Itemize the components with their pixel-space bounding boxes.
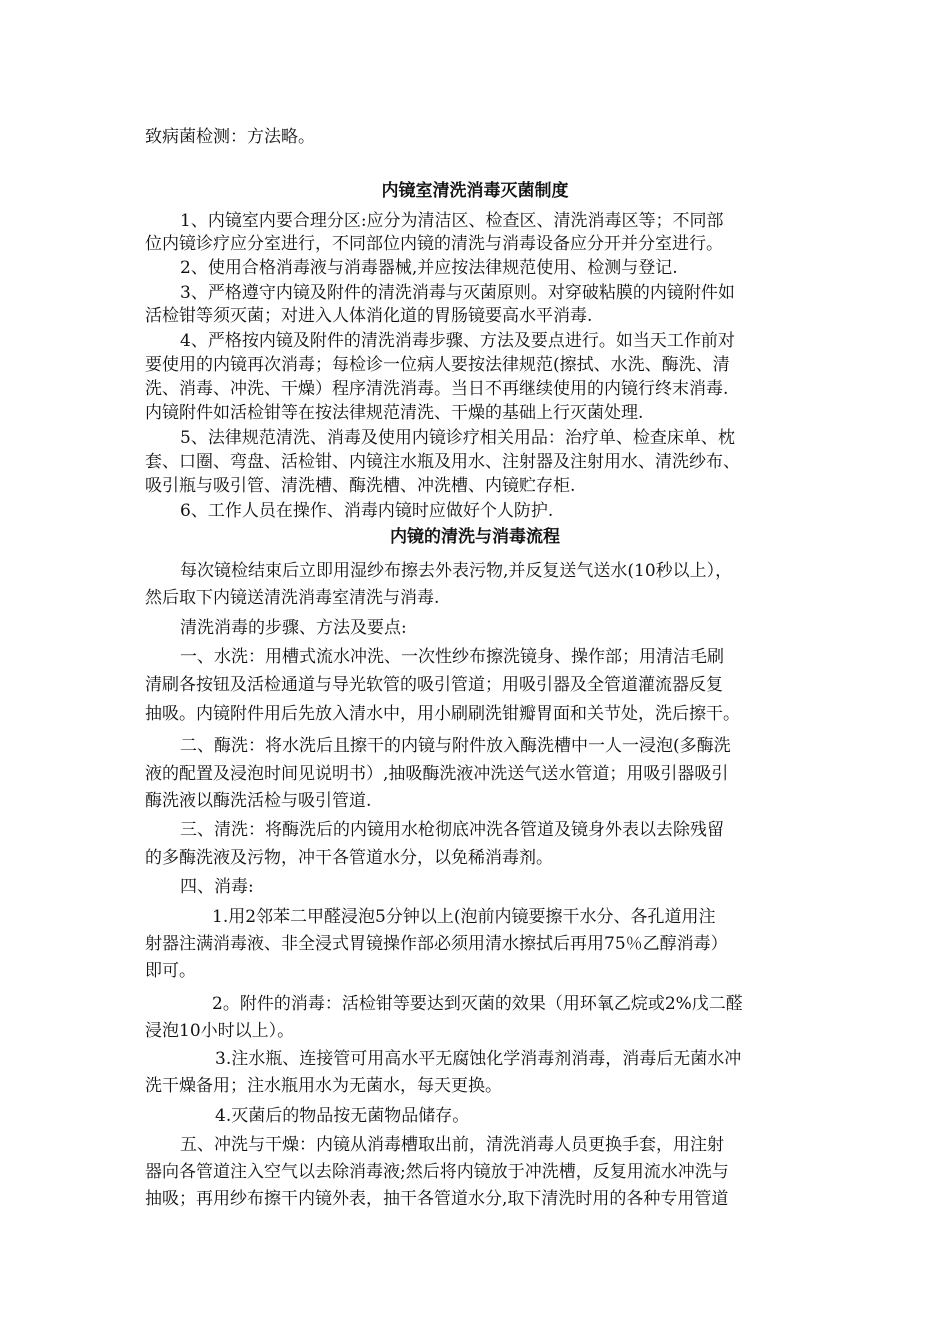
paragraph-line: 6、工作人员在操作、消毒内镜时应做好个人防护. — [180, 501, 554, 521]
paragraph-line: 抽吸；再用纱布擦干内镜外表，抽干各管道水分,取下清洗时用的各种专用管道 — [145, 1189, 729, 1209]
paragraph-line: 吸引瓶与吸引管、清洗槽、酶洗槽、冲洗槽、内镜贮存柜. — [145, 476, 576, 496]
paragraph-line: 液的配置及浸泡时间见说明书）,抽吸酶洗液冲洗送气送水管道；用吸引器吸引 — [145, 764, 729, 784]
paragraph-line: 四、消毒: — [180, 877, 254, 897]
paragraph-line: 要使用的内镜再次消毒；每检诊一位病人要按法律规范(擦拭、水洗、酶洗、清 — [145, 355, 730, 375]
paragraph-line: 三、清洗：将酶洗后的内镜用水枪彻底冲洗各管道及镜身外表以去除残留 — [180, 820, 724, 840]
paragraph-line: 2。附件的消毒：活检钳等要达到灭菌的效果（用环氧乙烷或2%戊二醛 — [212, 994, 743, 1014]
section-title-cleaning-system: 内镜室清洗消毒灭菌制度 — [381, 181, 569, 201]
paragraph-line: 抽吸。内镜附件用后先放入清水中，用小刷刷洗钳瓣胃面和关节处，洗后擦干。 — [145, 704, 740, 724]
paragraph-line: 4.灭菌后的物品按无菌物品储存。 — [215, 1106, 470, 1126]
paragraph-line: 器向各管道注入空气以去除消毒液;然后将内镜放于冲洗槽，反复用流水冲洗与 — [145, 1162, 729, 1182]
paragraph-line: 一、水洗：用槽式流水冲洗、一次性纱布擦洗镜身、操作部；用清洁毛刷 — [180, 647, 724, 667]
paragraph-line: 每次镜检结束后立即用湿纱布擦去外表污物,并反复送气送水(10秒以上）， — [180, 561, 733, 581]
paragraph-line: 2、使用合格消毒液与消毒器械,并应按法律规范使用、检测与登记. — [180, 258, 678, 278]
section-title-cleaning-process: 内镜的清洗与消毒流程 — [390, 527, 560, 547]
paragraph-line: 洗干燥备用；注水瓶用水为无菌水，每天更换。 — [145, 1076, 502, 1096]
paragraph-line: 洗、消毒、冲洗、干燥）程序清洗消毒。当日不再继续使用的内镜行终末消毒. — [145, 379, 729, 399]
paragraph-line: 4、严格按内镜及附件的清洗消毒步骤、方法及要点进行。如当天工作前对 — [180, 331, 735, 351]
paragraph-line: 酶洗液以酶洗活检与吸引管道. — [145, 791, 372, 811]
paragraph-line: 3、严格遵守内镜及附件的清洗消毒与灭菌原则。对穿破粘膜的内镜附件如 — [180, 283, 735, 303]
paragraph-line: 然后取下内镜送清洗消毒室清洗与消毒. — [145, 588, 440, 608]
paragraph-line: 5、法律规范清洗、消毒及使用内镜诊疗相关用品：治疗单、检查床单、枕 — [180, 428, 735, 448]
paragraph-line: 套、口圈、弯盘、活检钳、内镜注水瓶及用水、注射器及注射用水、清洗纱布、 — [145, 452, 740, 472]
paragraph-line: 内镜附件如活检钳等在按法律规范清洗、干燥的基础上行灭菌处理. — [145, 403, 644, 423]
paragraph-line: 1.用2邻苯二甲醛浸泡5分钟以上(泡前内镜要擦干水分、各孔道用注 — [212, 907, 716, 927]
paragraph-line: 即可。 — [145, 961, 196, 981]
paragraph-line: 的多酶洗液及污物，冲干各管道水分，以免稀消毒剂。 — [145, 848, 553, 868]
paragraph-line: 二、酶洗：将水洗后且擦干的内镜与附件放入酶洗槽中一人一浸泡(多酶洗 — [180, 736, 731, 756]
paragraph-line: 浸泡10小时以上）。 — [145, 1021, 295, 1041]
paragraph-line: 五、冲洗与干燥：内镜从消毒槽取出前，清洗消毒人员更换手套，用注射 — [180, 1135, 724, 1155]
paragraph-line: 射器注满消毒液、非全浸式胃镜操作部必须用清水擦拭后再用75％乙醇消毒） — [145, 934, 728, 954]
paragraph-line: 清刷各按钮及活检通道与导光软管的吸引管道；用吸引器及全管道灌流器反复 — [145, 675, 723, 695]
paragraph-line: 位内镜诊疗应分室进行，不同部位内镜的清洗与消毒设备应分开并分室进行。 — [145, 234, 723, 254]
paragraph-line: 1、内镜室内要合理分区:应分为清洁区、检查区、清洗消毒区等；不同部 — [180, 211, 724, 231]
paragraph-line: 3.注水瓶、连接管可用高水平无腐蚀化学消毒剂消毒，消毒后无菌水冲 — [215, 1049, 742, 1069]
paragraph-line: 活检钳等须灭菌；对进入人体消化道的胃肠镜要高水平消毒. — [145, 306, 593, 326]
paragraph-line: 清洗消毒的步骤、方法及要点: — [180, 618, 407, 638]
intro-line: 致病菌检测：方法略。 — [145, 127, 315, 147]
